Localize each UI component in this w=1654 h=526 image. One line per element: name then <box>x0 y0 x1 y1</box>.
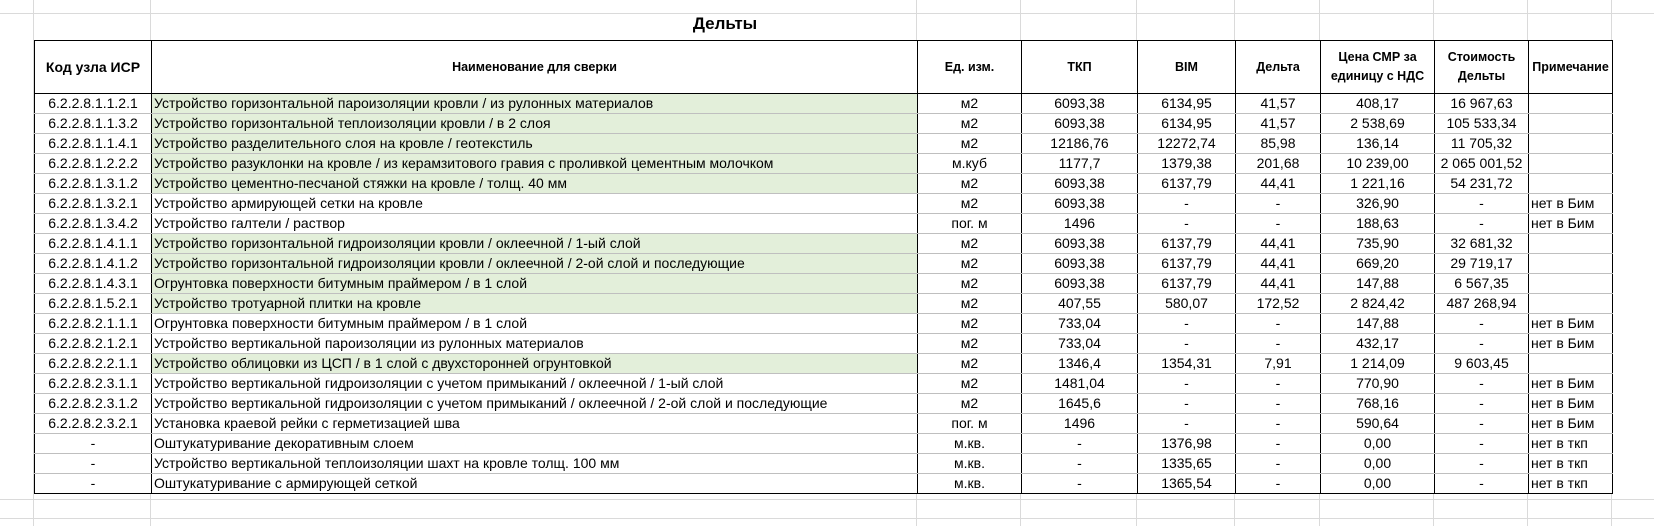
cell-unit[interactable]: м2 <box>918 134 1022 154</box>
cell-tkp[interactable]: 12186,76 <box>1022 134 1138 154</box>
cell-name[interactable]: Устройство горизонтальной гидроизоляции кровли / оклеечной / 2-ой слой и последующие <box>152 254 918 274</box>
cell-note[interactable]: нет в ткп <box>1529 434 1613 454</box>
cell-price[interactable]: 188,63 <box>1321 214 1435 234</box>
cell-price[interactable]: 326,90 <box>1321 194 1435 214</box>
cell-delta[interactable]: 7,91 <box>1236 354 1321 374</box>
cell-code[interactable]: 6.2.2.8.2.2.1.1 <box>35 354 152 374</box>
table-row <box>35 314 1613 334</box>
table-row <box>35 214 1613 234</box>
cell-note[interactable] <box>1529 354 1613 374</box>
cell-tkp[interactable]: 733,04 <box>1022 334 1138 354</box>
column-header-unit[interactable]: Ед. изм. <box>918 41 1022 94</box>
cell-tkp[interactable]: - <box>1022 474 1138 494</box>
cell-price[interactable]: 669,20 <box>1321 254 1435 274</box>
cell-tkp[interactable]: 1346,4 <box>1022 354 1138 374</box>
cell-cost[interactable]: - <box>1435 194 1529 214</box>
cell-code[interactable]: 6.2.2.8.1.4.1.2 <box>35 254 152 274</box>
table-row <box>35 234 1613 254</box>
cell-note[interactable] <box>1529 134 1613 154</box>
cell-delta[interactable]: - <box>1236 474 1321 494</box>
cell-bim[interactable]: - <box>1138 314 1236 334</box>
cell-unit[interactable]: м2 <box>918 294 1022 314</box>
cell-code[interactable]: 6.2.2.8.1.1.2.1 <box>35 94 152 114</box>
cell-price[interactable]: 408,17 <box>1321 94 1435 114</box>
cell-note[interactable]: нет в Бим <box>1529 194 1613 214</box>
cell-tkp[interactable]: 733,04 <box>1022 314 1138 334</box>
cell-code[interactable]: 6.2.2.8.1.2.2.2 <box>35 154 152 174</box>
cell-cost[interactable]: 16 967,63 <box>1435 94 1529 114</box>
cell-unit[interactable]: м2 <box>918 174 1022 194</box>
cell-tkp[interactable]: 6093,38 <box>1022 274 1138 294</box>
cell-code[interactable]: 6.2.2.8.2.3.2.1 <box>35 414 152 434</box>
price-header-line1: Цена СМР за <box>1338 50 1417 64</box>
cell-name[interactable]: Устройство цементно-песчаной стяжки на кровле / толщ. 40 мм <box>152 174 918 194</box>
cell-tkp[interactable]: 407,55 <box>1022 294 1138 314</box>
cell-bim[interactable]: 6137,79 <box>1138 254 1236 274</box>
cell-code[interactable]: 6.2.2.8.1.1.4.1 <box>35 134 152 154</box>
cell-delta[interactable]: - <box>1236 454 1321 474</box>
cell-code[interactable]: 6.2.2.8.1.3.1.2 <box>35 174 152 194</box>
cell-name[interactable]: Устройство галтели / раствор <box>152 214 918 234</box>
cell-name[interactable]: Оштукатуривание декоративным слоем <box>152 434 918 454</box>
cell-price[interactable]: 1 221,16 <box>1321 174 1435 194</box>
cell-note[interactable]: нет в ткп <box>1529 474 1613 494</box>
cell-cost[interactable]: 6 567,35 <box>1435 274 1529 294</box>
cell-note[interactable]: нет в Бим <box>1529 414 1613 434</box>
table-row <box>35 414 1613 434</box>
cell-unit[interactable]: м2 <box>918 254 1022 274</box>
cell-code[interactable]: - <box>35 434 152 454</box>
table-row <box>35 174 1613 194</box>
price-header-line2: единицу с НДС <box>1330 69 1425 83</box>
cell-bim[interactable]: - <box>1138 414 1236 434</box>
cell-code[interactable]: - <box>35 474 152 494</box>
cell-delta[interactable]: - <box>1236 314 1321 334</box>
cell-delta[interactable]: - <box>1236 334 1321 354</box>
cost-header-line2: Дельты <box>1457 69 1506 83</box>
cell-delta[interactable]: - <box>1236 394 1321 414</box>
cell-tkp[interactable]: 1645,6 <box>1022 394 1138 414</box>
column-header-delta[interactable]: Дельта <box>1236 41 1321 94</box>
cell-cost[interactable]: 29 719,17 <box>1435 254 1529 274</box>
cell-unit[interactable]: м2 <box>918 194 1022 214</box>
table-row <box>35 94 1613 114</box>
cell-name[interactable]: Устройство вертикальной пароизоляции из рулонных материалов <box>152 334 918 354</box>
cell-tkp[interactable]: 6093,38 <box>1022 194 1138 214</box>
cell-name[interactable]: Устройство вертикальной гидроизоляции с учетом примыканий / оклеечной / 2-ой слой и последующие <box>152 394 918 414</box>
table-row <box>35 134 1613 154</box>
table-row <box>35 434 1613 454</box>
cell-note[interactable] <box>1529 94 1613 114</box>
cell-bim[interactable]: 1379,38 <box>1138 154 1236 174</box>
table-row <box>35 114 1613 134</box>
cell-note[interactable] <box>1529 254 1613 274</box>
cell-name[interactable]: Устройство армирующей сетки на кровле <box>152 194 918 214</box>
cell-unit[interactable]: м2 <box>918 334 1022 354</box>
cell-tkp[interactable]: 6093,38 <box>1022 94 1138 114</box>
cell-unit[interactable]: м2 <box>918 354 1022 374</box>
cell-cost[interactable]: 54 231,72 <box>1435 174 1529 194</box>
cell-code[interactable]: 6.2.2.8.1.5.2.1 <box>35 294 152 314</box>
cell-note[interactable]: нет в Бим <box>1529 334 1613 354</box>
cell-note[interactable]: нет в Бим <box>1529 314 1613 334</box>
cell-unit[interactable]: м2 <box>918 314 1022 334</box>
header-row <box>35 41 1613 94</box>
cost-header-line1: Стоимость <box>1447 50 1516 64</box>
cell-bim[interactable]: 1376,98 <box>1138 434 1236 454</box>
column-header-price[interactable] <box>1321 41 1435 94</box>
table-body <box>35 94 1613 494</box>
table-row <box>35 154 1613 174</box>
cell-price[interactable]: 770,90 <box>1321 374 1435 394</box>
cell-note[interactable] <box>1529 174 1613 194</box>
cell-delta[interactable]: 172,52 <box>1236 294 1321 314</box>
deltas-table <box>34 40 1613 494</box>
cell-bim[interactable]: - <box>1138 214 1236 234</box>
cell-cost[interactable]: 2 065 001,52 <box>1435 154 1529 174</box>
column-header-bim[interactable]: BIM <box>1138 41 1236 94</box>
cell-bim[interactable]: 1354,31 <box>1138 354 1236 374</box>
cell-tkp[interactable]: 6093,38 <box>1022 114 1138 134</box>
cell-price[interactable]: 768,16 <box>1321 394 1435 414</box>
cell-note[interactable] <box>1529 274 1613 294</box>
cell-name[interactable]: Устройство облицовки из ЦСП / в 1 слой с двухсторонней огрунтовкой <box>152 354 918 374</box>
cell-delta[interactable]: - <box>1236 194 1321 214</box>
cell-bim[interactable]: 6137,79 <box>1138 234 1236 254</box>
cell-price[interactable]: 0,00 <box>1321 434 1435 454</box>
cell-cost[interactable]: - <box>1435 214 1529 234</box>
cell-code[interactable]: 6.2.2.8.2.3.1.1 <box>35 374 152 394</box>
cell-bim[interactable]: 6134,95 <box>1138 94 1236 114</box>
cell-unit[interactable]: пог. м <box>918 214 1022 234</box>
cell-unit[interactable]: пог. м <box>918 414 1022 434</box>
cell-name[interactable]: Устройство вертикальной теплоизоляции шахт на кровле толщ. 100 мм <box>152 454 918 474</box>
cell-code[interactable]: 6.2.2.8.2.1.2.1 <box>35 334 152 354</box>
cell-price[interactable]: 735,90 <box>1321 234 1435 254</box>
cell-note[interactable] <box>1529 234 1613 254</box>
cell-name[interactable]: Установка краевой рейки с герметизацией шва <box>152 414 918 434</box>
cell-cost[interactable]: - <box>1435 474 1529 494</box>
cell-delta[interactable]: - <box>1236 214 1321 234</box>
table-row <box>35 394 1613 414</box>
cell-code[interactable]: 6.2.2.8.1.3.2.1 <box>35 194 152 214</box>
cell-delta[interactable]: - <box>1236 374 1321 394</box>
table-row <box>35 474 1613 494</box>
cell-unit[interactable]: м2 <box>918 394 1022 414</box>
cell-name[interactable]: Устройство тротуарной плитки на кровле <box>152 294 918 314</box>
cell-cost[interactable]: - <box>1435 314 1529 334</box>
table-row <box>35 294 1613 314</box>
cell-price[interactable]: 1 214,09 <box>1321 354 1435 374</box>
cell-bim[interactable]: 6137,79 <box>1138 274 1236 294</box>
cell-tkp[interactable]: 1177,7 <box>1022 154 1138 174</box>
cell-bim[interactable]: - <box>1138 374 1236 394</box>
cell-note[interactable] <box>1529 294 1613 314</box>
cell-name[interactable]: Устройство вертикальной гидроизоляции с учетом примыканий / оклеечной / 1-ый слой <box>152 374 918 394</box>
table-row <box>35 374 1613 394</box>
cell-name[interactable]: Устройство разделительного слоя на кровле / геотекстиль <box>152 134 918 154</box>
cell-unit[interactable]: м.кв. <box>918 434 1022 454</box>
column-header-note[interactable]: Примечание <box>1529 41 1613 94</box>
table-row <box>35 454 1613 474</box>
cell-cost[interactable]: - <box>1435 334 1529 354</box>
cell-unit[interactable]: м.кв. <box>918 454 1022 474</box>
column-header-code[interactable]: Код узла ИСР <box>35 41 152 94</box>
cell-note[interactable]: нет в Бим <box>1529 394 1613 414</box>
cell-price[interactable]: 147,88 <box>1321 274 1435 294</box>
cell-name[interactable]: Устройство горизонтальной гидроизоляции кровли / оклеечной / 1-ый слой <box>152 234 918 254</box>
cell-name[interactable]: Огрунтовка поверхности битумным праймером / в 1 слой <box>152 274 918 294</box>
cell-code[interactable]: 6.2.2.8.1.3.4.2 <box>35 214 152 234</box>
cell-name[interactable]: Оштукатуривание с армирующей сеткой <box>152 474 918 494</box>
cell-tkp[interactable]: - <box>1022 454 1138 474</box>
cell-tkp[interactable]: 6093,38 <box>1022 174 1138 194</box>
cell-tkp[interactable]: 6093,38 <box>1022 234 1138 254</box>
cell-bim[interactable]: 1365,54 <box>1138 474 1236 494</box>
cell-cost[interactable]: - <box>1435 394 1529 414</box>
cell-bim[interactable]: - <box>1138 334 1236 354</box>
cell-price[interactable]: 10 239,00 <box>1321 154 1435 174</box>
cell-cost[interactable]: - <box>1435 374 1529 394</box>
cell-cost[interactable]: - <box>1435 454 1529 474</box>
cell-bim[interactable]: 580,07 <box>1138 294 1236 314</box>
cell-price[interactable]: 0,00 <box>1321 474 1435 494</box>
cell-price[interactable]: 2 538,69 <box>1321 114 1435 134</box>
cell-price[interactable]: 136,14 <box>1321 134 1435 154</box>
cell-code[interactable]: 6.2.2.8.1.4.1.1 <box>35 234 152 254</box>
table-row <box>35 254 1613 274</box>
cell-name[interactable]: Огрунтовка поверхности битумным праймером / в 1 слой <box>152 314 918 334</box>
cell-delta[interactable]: 41,57 <box>1236 114 1321 134</box>
cell-cost[interactable]: 32 681,32 <box>1435 234 1529 254</box>
cell-tkp[interactable]: - <box>1022 434 1138 454</box>
cell-price[interactable]: 432,17 <box>1321 334 1435 354</box>
cell-name[interactable]: Устройство разуклонки на кровле / из керамзитового гравия с проливкой цементным молочком <box>152 154 918 174</box>
cell-code[interactable]: - <box>35 454 152 474</box>
cell-delta[interactable]: 41,57 <box>1236 94 1321 114</box>
cell-price[interactable]: 2 824,42 <box>1321 294 1435 314</box>
cell-delta[interactable]: - <box>1236 434 1321 454</box>
cell-note[interactable]: нет в Бим <box>1529 214 1613 234</box>
cell-delta[interactable]: 44,41 <box>1236 254 1321 274</box>
cell-name[interactable]: Устройство горизонтальной теплоизоляции кровли / в 2 слоя <box>152 114 918 134</box>
cell-cost[interactable]: - <box>1435 434 1529 454</box>
cell-tkp[interactable]: 1496 <box>1022 214 1138 234</box>
cell-note[interactable] <box>1529 154 1613 174</box>
cell-tkp[interactable]: 1496 <box>1022 414 1138 434</box>
cell-bim[interactable]: 1335,65 <box>1138 454 1236 474</box>
cell-bim[interactable]: 12272,74 <box>1138 134 1236 154</box>
cell-code[interactable]: 6.2.2.8.1.4.3.1 <box>35 274 152 294</box>
page-title: Дельты <box>692 14 758 33</box>
cell-delta[interactable]: 44,41 <box>1236 274 1321 294</box>
cell-cost[interactable]: 487 268,94 <box>1435 294 1529 314</box>
cell-delta[interactable]: 44,41 <box>1236 234 1321 254</box>
cell-delta[interactable]: 44,41 <box>1236 174 1321 194</box>
cell-unit[interactable]: м2 <box>918 114 1022 134</box>
table-row <box>35 194 1613 214</box>
cell-delta[interactable]: - <box>1236 414 1321 434</box>
cell-unit[interactable]: м2 <box>918 274 1022 294</box>
cell-code[interactable]: 6.2.2.8.1.1.3.2 <box>35 114 152 134</box>
cell-unit[interactable]: м2 <box>918 234 1022 254</box>
cell-unit[interactable]: м.куб <box>918 154 1022 174</box>
cell-cost[interactable]: 11 705,32 <box>1435 134 1529 154</box>
cell-price[interactable]: 147,88 <box>1321 314 1435 334</box>
cell-unit[interactable]: м.кв. <box>918 474 1022 494</box>
column-header-cost[interactable] <box>1435 41 1529 94</box>
cell-price[interactable]: 0,00 <box>1321 454 1435 474</box>
table-row <box>35 334 1613 354</box>
cell-price[interactable]: 590,64 <box>1321 414 1435 434</box>
cell-cost[interactable]: - <box>1435 414 1529 434</box>
table-row <box>35 274 1613 294</box>
cell-bim[interactable]: - <box>1138 394 1236 414</box>
cell-tkp[interactable]: 6093,38 <box>1022 254 1138 274</box>
cell-name[interactable]: Устройство горизонтальной пароизоляции кровли / из рулонных материалов <box>152 94 918 114</box>
cell-bim[interactable]: 6134,95 <box>1138 114 1236 134</box>
cell-note[interactable]: нет в ткп <box>1529 454 1613 474</box>
cell-unit[interactable]: м2 <box>918 94 1022 114</box>
cell-tkp[interactable]: 1481,04 <box>1022 374 1138 394</box>
cell-cost[interactable]: 9 603,45 <box>1435 354 1529 374</box>
cell-delta[interactable]: 85,98 <box>1236 134 1321 154</box>
column-header-tkp[interactable]: ТКП <box>1022 41 1138 94</box>
cell-code[interactable]: 6.2.2.8.2.1.1.1 <box>35 314 152 334</box>
column-header-name[interactable]: Наименование для сверки <box>152 41 918 94</box>
cell-code[interactable]: 6.2.2.8.2.3.1.2 <box>35 394 152 414</box>
cell-note[interactable] <box>1529 114 1613 134</box>
cell-bim[interactable]: - <box>1138 194 1236 214</box>
cell-note[interactable]: нет в Бим <box>1529 374 1613 394</box>
table-row <box>35 354 1613 374</box>
cell-cost[interactable]: 105 533,34 <box>1435 114 1529 134</box>
cell-bim[interactable]: 6137,79 <box>1138 174 1236 194</box>
cell-unit[interactable]: м2 <box>918 374 1022 394</box>
cell-delta[interactable]: 201,68 <box>1236 154 1321 174</box>
